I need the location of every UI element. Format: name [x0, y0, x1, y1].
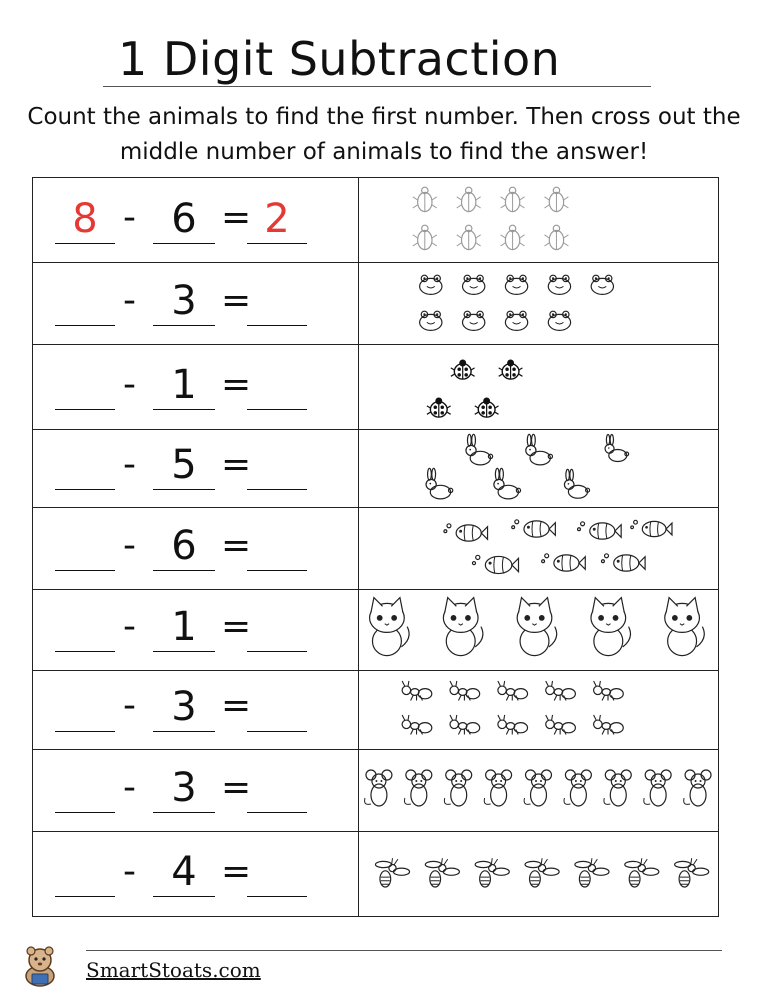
- worksheet-table: [32, 177, 719, 917]
- answer-blank[interactable]: [247, 603, 307, 652]
- cat-icon: [591, 598, 631, 656]
- animal-group: [359, 749, 718, 831]
- stoat-mascot-icon: [16, 942, 64, 988]
- subtract-number: 1: [153, 603, 215, 652]
- animal-group: [359, 670, 718, 749]
- firefly-icon: [475, 858, 509, 887]
- firefly-icon: [375, 858, 409, 887]
- first-number-blank[interactable]: [55, 441, 115, 490]
- frog-icon: [420, 275, 442, 294]
- minus-sign: -: [123, 363, 136, 405]
- worksheet-row: [33, 262, 718, 344]
- animal-group: [359, 262, 718, 344]
- subtract-number: 6: [153, 522, 215, 571]
- minus-sign: -: [123, 766, 136, 808]
- animal-group: [359, 429, 718, 507]
- firefly-icon: [625, 858, 659, 887]
- animal-group: [359, 344, 718, 429]
- mouse-icon: [404, 770, 431, 806]
- first-number-blank[interactable]: [55, 361, 115, 410]
- subtract-number: 5: [153, 441, 215, 490]
- page-title: 1 Digit Subtraction: [118, 32, 561, 86]
- minus-sign: -: [123, 850, 136, 892]
- equals-sign: =: [221, 850, 252, 892]
- ant-icon: [546, 715, 576, 735]
- ant-icon: [402, 715, 432, 735]
- equation: [33, 507, 358, 589]
- ladybug-icon: [499, 360, 523, 380]
- frog-icon: [548, 311, 570, 330]
- worksheet-row: [33, 344, 718, 429]
- subtract-number: 6: [153, 195, 215, 244]
- equation: [33, 178, 358, 262]
- equation: [33, 429, 358, 507]
- ladybug-icon: [427, 398, 451, 418]
- minus-sign: -: [123, 443, 136, 485]
- first-number-blank[interactable]: [55, 683, 115, 732]
- beetle-icon: [544, 187, 568, 211]
- mouse-icon: [564, 770, 591, 806]
- footer-divider: [86, 950, 722, 951]
- mouse-icon: [644, 770, 671, 806]
- worksheet-row: [33, 589, 718, 670]
- minus-sign: -: [123, 524, 136, 566]
- equation: [33, 589, 358, 670]
- clownfish-icon: [472, 555, 518, 573]
- beetle-icon: [501, 225, 525, 249]
- frog-icon: [505, 275, 527, 294]
- frog-icon: [463, 311, 485, 330]
- worksheet-row: [33, 670, 718, 749]
- answer-blank[interactable]: 2: [247, 195, 307, 244]
- equals-sign: =: [221, 279, 252, 321]
- frog-icon: [463, 275, 485, 294]
- cat-icon: [370, 598, 410, 656]
- equals-sign: =: [221, 524, 252, 566]
- mouse-icon: [365, 770, 392, 806]
- equation: [33, 831, 358, 916]
- answer-blank[interactable]: [247, 522, 307, 571]
- equals-sign: =: [221, 443, 252, 485]
- beetle-icon: [501, 187, 525, 211]
- cat-icon: [443, 598, 483, 656]
- instructions: Count the animals to find the first number. Then cross out the middle number of animals to find the answer!: [27, 104, 741, 165]
- ant-icon: [594, 715, 624, 735]
- cat-icon: [517, 598, 557, 656]
- equals-sign: =: [221, 605, 252, 647]
- first-number-blank[interactable]: [55, 848, 115, 897]
- equals-sign: =: [221, 363, 252, 405]
- answer-blank[interactable]: [247, 683, 307, 732]
- mouse-icon: [684, 770, 711, 806]
- rabbit-icon: [494, 468, 521, 499]
- beetle-icon: [413, 187, 437, 211]
- subtract-number: 1: [153, 361, 215, 410]
- subtract-number: 4: [153, 848, 215, 897]
- ant-icon: [498, 715, 528, 735]
- equation: [33, 670, 358, 749]
- worksheet-row: [33, 831, 718, 916]
- worksheet-row: [33, 749, 718, 831]
- animal-group: [359, 178, 718, 262]
- animal-group: [359, 589, 718, 670]
- mouse-icon: [484, 770, 511, 806]
- animal-group: [359, 507, 718, 589]
- frog-icon: [505, 311, 527, 330]
- minus-sign: -: [123, 685, 136, 727]
- clownfish-icon: [578, 522, 622, 539]
- minus-sign: -: [123, 197, 136, 239]
- animal-group: [359, 831, 718, 916]
- ant-icon: [498, 681, 528, 701]
- clownfish-icon: [542, 554, 586, 571]
- frog-icon: [420, 311, 442, 330]
- mouse-icon: [524, 770, 551, 806]
- subtract-number: 3: [153, 764, 215, 813]
- answer-blank[interactable]: [247, 277, 307, 326]
- clownfish-icon: [601, 554, 645, 571]
- equals-sign: =: [221, 766, 252, 808]
- firefly-icon: [525, 858, 559, 887]
- equation: [33, 262, 358, 344]
- equals-sign: =: [221, 197, 252, 239]
- title-underline: [103, 86, 651, 87]
- ant-icon: [450, 715, 480, 735]
- first-number-blank[interactable]: [55, 277, 115, 326]
- ant-icon: [450, 681, 480, 701]
- minus-sign: -: [123, 279, 136, 321]
- equation: [33, 749, 358, 831]
- beetle-icon: [457, 187, 481, 211]
- beetle-icon: [413, 225, 437, 249]
- ant-icon: [402, 681, 432, 701]
- rabbit-icon: [605, 435, 629, 462]
- firefly-icon: [675, 858, 709, 887]
- subtract-number: 3: [153, 683, 215, 732]
- mouse-icon: [604, 770, 631, 806]
- first-number-blank[interactable]: [55, 764, 115, 813]
- equation: [33, 344, 358, 429]
- answer-blank[interactable]: [247, 848, 307, 897]
- rabbit-icon: [564, 469, 589, 498]
- clownfish-icon: [444, 524, 488, 541]
- answer-blank[interactable]: [247, 441, 307, 490]
- first-number-blank[interactable]: [55, 522, 115, 571]
- firefly-icon: [425, 858, 459, 887]
- equals-sign: =: [221, 685, 252, 727]
- worksheet-row: [33, 178, 718, 262]
- clownfish-icon: [512, 520, 556, 537]
- mouse-icon: [444, 770, 471, 806]
- worksheet-row: [33, 507, 718, 589]
- ant-icon: [546, 681, 576, 701]
- beetle-icon: [457, 225, 481, 249]
- clownfish-icon: [631, 520, 672, 536]
- rabbit-icon: [426, 468, 453, 499]
- firefly-icon: [575, 858, 609, 887]
- subtract-number: 3: [153, 277, 215, 326]
- footer-site-link[interactable]: SmartStoats.com: [86, 958, 261, 982]
- rabbit-icon: [466, 434, 493, 465]
- first-number-blank[interactable]: [55, 603, 115, 652]
- ladybug-icon: [451, 360, 475, 380]
- ladybug-icon: [475, 398, 499, 418]
- frog-icon: [591, 275, 613, 294]
- first-number-blank[interactable]: 8: [55, 195, 115, 244]
- answer-blank[interactable]: [247, 764, 307, 813]
- answer-blank[interactable]: [247, 361, 307, 410]
- ant-icon: [594, 681, 624, 701]
- beetle-icon: [544, 225, 568, 249]
- cat-icon: [665, 598, 705, 656]
- rabbit-icon: [526, 434, 553, 465]
- frog-icon: [548, 275, 570, 294]
- minus-sign: -: [123, 605, 136, 647]
- worksheet-row: [33, 429, 718, 507]
